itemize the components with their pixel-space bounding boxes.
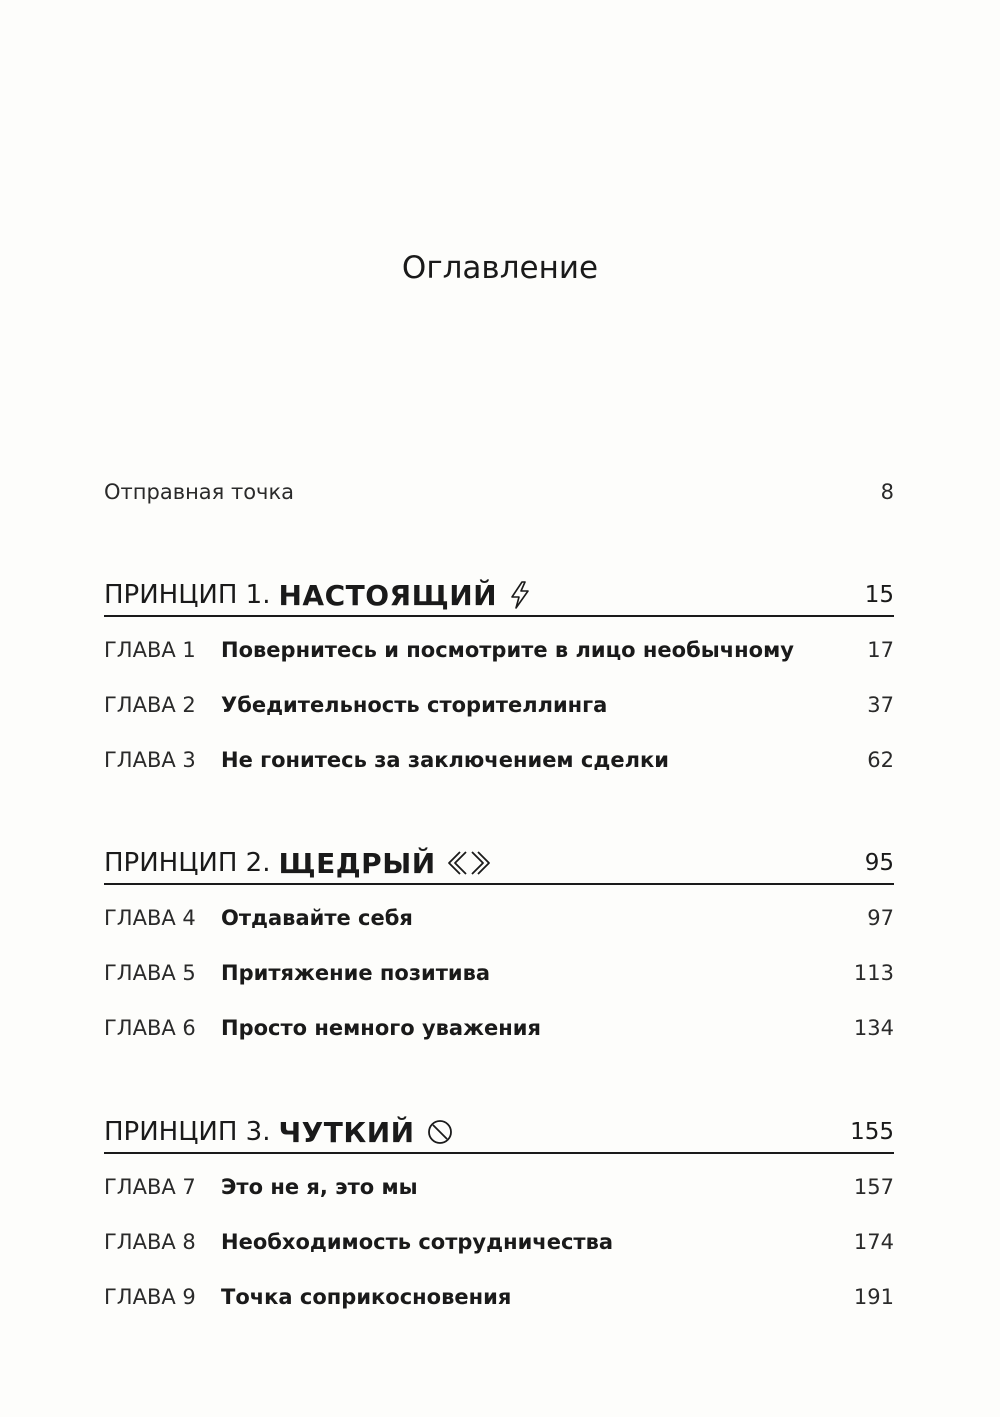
chapter-label: ГЛАВА 1 <box>104 638 196 662</box>
chapter-title: Убедительность сторителлинга <box>221 693 608 717</box>
principle-3-header[interactable] <box>104 1112 894 1154</box>
chapter-page: 17 <box>867 638 894 662</box>
chapter-row-3[interactable] <box>104 748 894 778</box>
circle-slash-icon <box>425 1117 455 1147</box>
chapter-title: Не гонитесь за заключением сделки <box>221 748 669 772</box>
toc-intro-label: Отправная точка <box>104 480 295 504</box>
principle-2-header[interactable] <box>104 843 894 885</box>
chapter-row-5[interactable] <box>104 961 894 991</box>
chapter-row-9[interactable] <box>104 1285 894 1315</box>
chapter-row-8[interactable] <box>104 1230 894 1260</box>
chapter-row-7[interactable] <box>104 1175 894 1205</box>
chapter-page: 134 <box>853 1016 894 1040</box>
chapter-label: ГЛАВА 2 <box>104 693 196 717</box>
chapter-page: 37 <box>867 693 894 717</box>
chapter-page: 62 <box>867 748 894 772</box>
chapter-label: ГЛАВА 9 <box>104 1285 196 1309</box>
chapter-label: ГЛАВА 6 <box>104 1016 196 1040</box>
chapter-title: Точка соприкосновения <box>221 1285 512 1309</box>
principle-name: ЩЕДРЫЙ <box>278 846 436 880</box>
chapter-title: Просто немного уважения <box>221 1016 541 1040</box>
double-chevron-icon <box>446 848 492 878</box>
chapter-label: ГЛАВА 3 <box>104 748 196 772</box>
chapter-page: 191 <box>853 1285 894 1309</box>
chapter-page: 97 <box>867 906 894 930</box>
principle-name: ЧУТКИЙ <box>278 1115 415 1149</box>
chapter-row-4[interactable] <box>104 906 894 936</box>
chapter-title: Необходимость сотрудничества <box>221 1230 614 1254</box>
chapter-page: 113 <box>853 961 894 985</box>
principle-page: 155 <box>850 1119 894 1145</box>
toc-intro-row[interactable] <box>104 480 894 504</box>
chapter-title: Это не я, это мы <box>221 1175 418 1199</box>
chapter-label: ГЛАВА 7 <box>104 1175 196 1199</box>
page-title: Оглавление <box>401 250 599 286</box>
principle-prefix: ПРИНЦИП 1. <box>104 580 271 610</box>
chapter-row-6[interactable] <box>104 1016 894 1046</box>
chapter-title: Повернитесь и посмотрите в лицо необычному <box>221 638 794 662</box>
principle-name: НАСТОЯЩИЙ <box>278 578 498 612</box>
principle-page: 15 <box>864 582 894 608</box>
principle-prefix: ПРИНЦИП 3. <box>104 1117 271 1147</box>
chapter-title: Притяжение позитива <box>221 961 491 985</box>
chapter-label: ГЛАВА 8 <box>104 1230 196 1254</box>
chapter-title: Отдавайте себя <box>221 906 413 930</box>
principle-1-header[interactable] <box>104 575 894 617</box>
lightning-icon <box>507 580 537 610</box>
principle-page: 95 <box>864 850 894 876</box>
chapter-label: ГЛАВА 5 <box>104 961 196 985</box>
principle-prefix: ПРИНЦИП 2. <box>104 848 271 878</box>
toc-intro-page: 8 <box>880 480 894 504</box>
chapter-page: 174 <box>853 1230 894 1254</box>
chapter-row-1[interactable] <box>104 638 894 668</box>
chapter-label: ГЛАВА 4 <box>104 906 196 930</box>
chapter-row-2[interactable] <box>104 693 894 723</box>
chapter-page: 157 <box>853 1175 894 1199</box>
